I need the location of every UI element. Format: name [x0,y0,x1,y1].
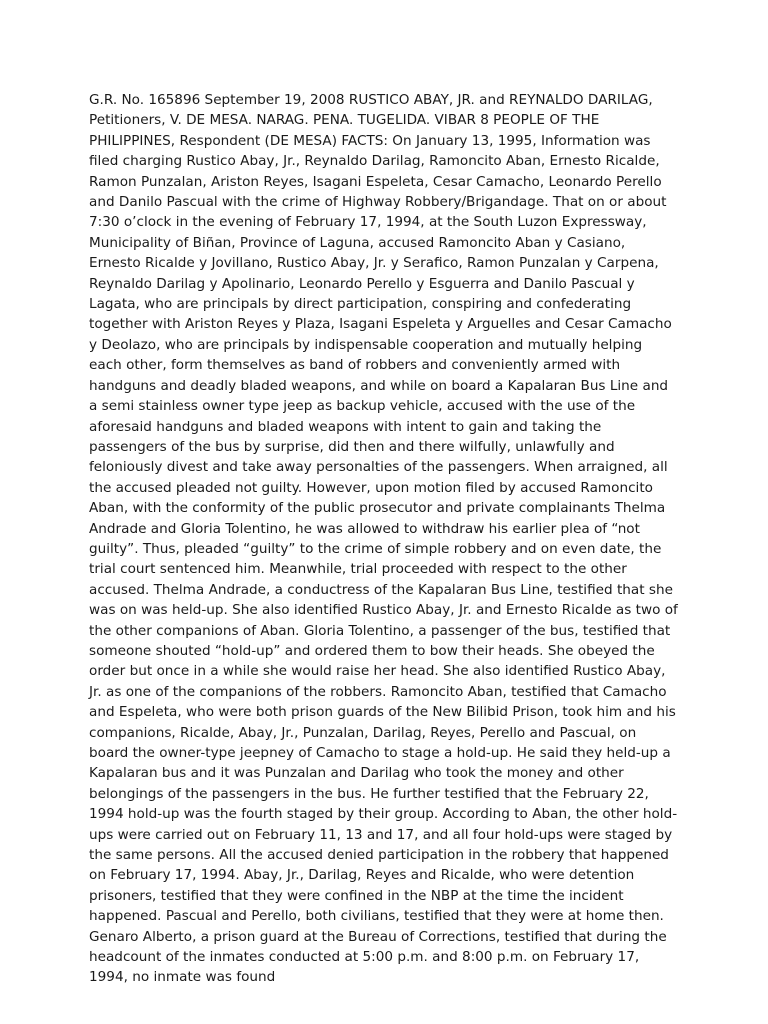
document-body-text: G.R. No. 165896 September 19, 2008 RUSTICO ABAY, JR. and REYNALDO DARILAG, Petitioners, V. DE MESA. NARAG. PENA. TUGELIDA. VIBAR 8 PEOPLE OF THE PHILIPPINES, Respondent (DE MESA) FACTS: On January 13, 1995, Information was filed charging Rustico Abay, Jr., Reynaldo Darilag, Ramoncito Aban, Ernesto Ricalde, Ramon Punzalan, Ariston Reyes, Isagani Espeleta, Cesar Camacho, Leonardo Perello and Danilo Pascual with the crime of Highway Robbery/Brigandage. That on or about 7:30 o’clock in the evening of February 17, 1994, at the South Luzon Expressway, Municipality of Biñan, Province of Laguna, accused Ramoncito Aban y Casiano, Ernesto Ricalde y Jovillano, Rustico Abay, Jr. y Serafico, Ramon Punzalan y Carpena, Reynaldo Darilag y Apolinario, Leonardo Perello y Esguerra and Danilo Pascual y Lagata, who are principals by direct participation, conspiring and confederating together with Ariston Reyes y Plaza, Isagani Espeleta y Arguelles and Cesar Camacho y Deolazo, who are principals by indispensable cooperation and mutually helping each other, form themselves as band of robbers and conveniently armed with handguns and deadly bladed weapons, and while on board a Kapalaran Bus Line and a semi stainless owner type jeep as backup vehicle, accused with the use of the aforesaid handguns and bladed weapons with intent to gain and taking the passengers of the bus by surprise, did then and there wilfully, unlawfully and feloniously divest and take away personalties of the passengers. When arraigned, all the accused pleaded not guilty. However, upon motion filed by accused Ramoncito Aban, with the conformity of the public prosecutor and private complainants Thelma Andrade and Gloria Tolentino, he was allowed to withdraw his earlier plea of “not guilty”. Thus, pleaded “guilty” to the crime of simple robbery and on even date, the trial court sentenced him. Meanwhile, trial proceeded with respect to the other accused. Thelma Andrade, a conductress of the Kapalaran Bus Line, testified that she was on was held-up. She also identified Rustico Abay, Jr. and Ernesto Ricalde as two of the other companions of Aban. Gloria Tolentino, a passenger of the bus, testified that someone shouted “hold-up” and ordered them to bow their heads. She obeyed the order but once in a while she would raise her head. She also identified Rustico Abay, Jr. as one of the companions of the robbers. Ramoncito Aban, testified that Camacho and Espeleta, who were both prison guards of the New Bilibid Prison, took him and his companions, Ricalde, Abay, Jr., Punzalan, Darilag, Reyes, Perello and Pascual, on board the owner-type jeepney of Camacho to stage a hold-up. He said they held-up a Kapalaran bus and it was Punzalan and Darilag who took the money and other belongings of the passengers in the bus. He further testified that the February 22, 1994 hold-up was the fourth staged by their group. According to Aban, the other hold-ups were carried out on February 11, 13 and 17, and all four hold-ups were staged by the same persons. All the accused denied participation in the robbery that happened on February 17, 1994. Abay, Jr., Darilag, Reyes and Ricalde, who were detention prisoners, testified that they were confined in the NBP at the time the incident happened. Pascual and Perello, both civilians, testified that they were at home then. Genaro Alberto, a prison guard at the Bureau of Corrections, testified that during the headcount of the inmates conducted at 5:00 p.m. and 8:00 p.m. on February 17, 1994, no inmate was found [89,92,678,986]
